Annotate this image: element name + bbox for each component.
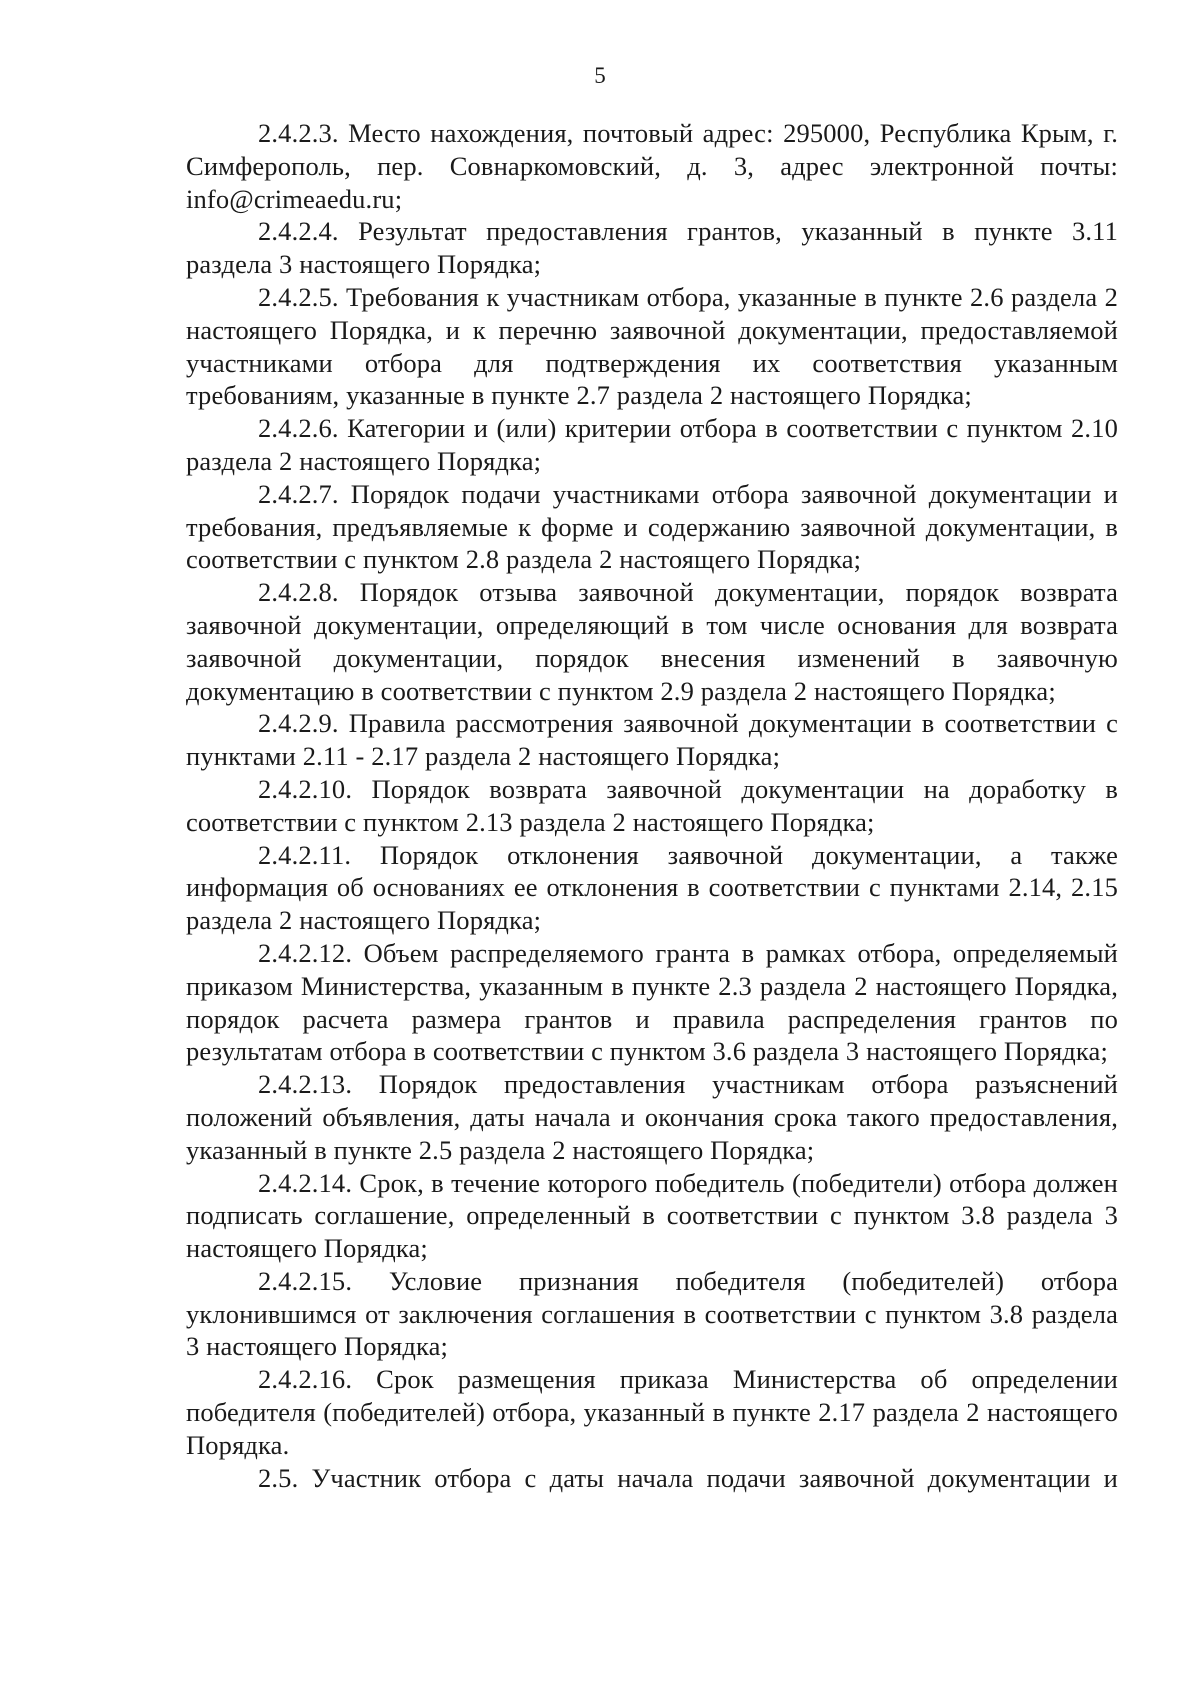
paragraph-2-4-2-5: 2.4.2.5. Требования к участникам отбора, указанные в пункте 2.6 раздела 2 настоящего Порядка, и к перечню заявочной документации, предоставляемой участниками отбора для подтверждения их соответствия указанным требованиям, указанные в пункте 2.7 раздела 2 настоящего Порядка; (186, 281, 1118, 411)
paragraph-2-4-2-11: 2.4.2.11. Порядок отклонения заявочной документации, а также информация об основаниях ее отклонения в соответствии с пунктами 2.14, 2.15 раздела 2 настоящего Порядка; (186, 839, 1118, 936)
paragraph-2-4-2-8: 2.4.2.8. Порядок отзыва заявочной документации, порядок возврата заявочной документации, определяющий в том числе основания для возврата заявочной документации, порядок внесения изменений в заявочную документацию в соответствии с пунктом 2.9 раздела 2 настоящего Порядка; (186, 577, 1118, 706)
paragraph-2-5: 2.5. Участник отбора с даты начала подачи заявочной документации и (258, 1462, 1118, 1493)
paragraph-2-4-2-3: 2.4.2.3. Место нахождения, почтовый адрес: 295000, Республика Крым, г. Симферополь, пер. Совнаркомовский, д. 3, адрес электронной почты: info@crimeaedu.ru; (186, 118, 1118, 214)
paragraph-2-4-2-9: 2.4.2.9. Правила рассмотрения заявочной документации в соответствии с пунктами 2.11 - 2.17 раздела 2 настоящего Порядка; (186, 708, 1118, 772)
paragraph-2-4-2-16: 2.4.2.16. Срок размещения приказа Министерства об определении победителя (победителей) отбора, указанный в пункте 2.17 раздела 2 настоящего Порядка. (186, 1364, 1118, 1460)
paragraph-2-4-2-13: 2.4.2.13. Порядок предоставления участникам отбора разъяснений положений объявления, даты начала и окончания срока такого предоставления, указанный в пункте 2.5 раздела 2 настоящего Порядка; (186, 1069, 1118, 1165)
paragraph-2-4-2-15: 2.4.2.15. Условие признания победителя (победителей) отбора уклонившимся от заключения соглашения в соответствии с пунктом 3.8 раздела 3 настоящего Порядка; (186, 1265, 1118, 1362)
document-body (186, 117, 1118, 1494)
paragraph-2-4-2-7: 2.4.2.7. Порядок подачи участниками отбора заявочной документации и требования, предъявляемые к форме и содержанию заявочной документации, в соответствии с пунктом 2.8 раздела 2 настоящего Порядка; (186, 478, 1118, 575)
paragraph-2-4-2-14: 2.4.2.14. Срок, в течение которого победитель (победители) отбора должен подписать соглашение, определенный в соответствии с пунктом 3.8 раздела 3 настоящего Порядка; (186, 1167, 1118, 1264)
paragraph-2-4-2-6: 2.4.2.6. Категории и (или) критерии отбора в соответствии с пунктом 2.10 раздела 2 настоящего Порядка; (186, 413, 1118, 476)
paragraph-2-4-2-4: 2.4.2.4. Результат предоставления грантов, указанный в пункте 3.11 раздела 3 настоящего Порядка; (186, 216, 1118, 280)
paragraph-2-4-2-12: 2.4.2.12. Объем распределяемого гранта в рамках отбора, определяемый приказом Министерства, указанным в пункте 2.3 раздела 2 настоящего Порядка, порядок расчета размера грантов и правила распределения грантов по результатам отбора в соответствии с пунктом 3.6 раздела 3 настоящего Порядка; (186, 937, 1118, 1067)
page-number: 5 (594, 63, 606, 88)
paragraph-2-4-2-10: 2.4.2.10. Порядок возврата заявочной документации на доработку в соответствии с пунктом 2.13 раздела 2 настоящего Порядка; (186, 773, 1118, 837)
